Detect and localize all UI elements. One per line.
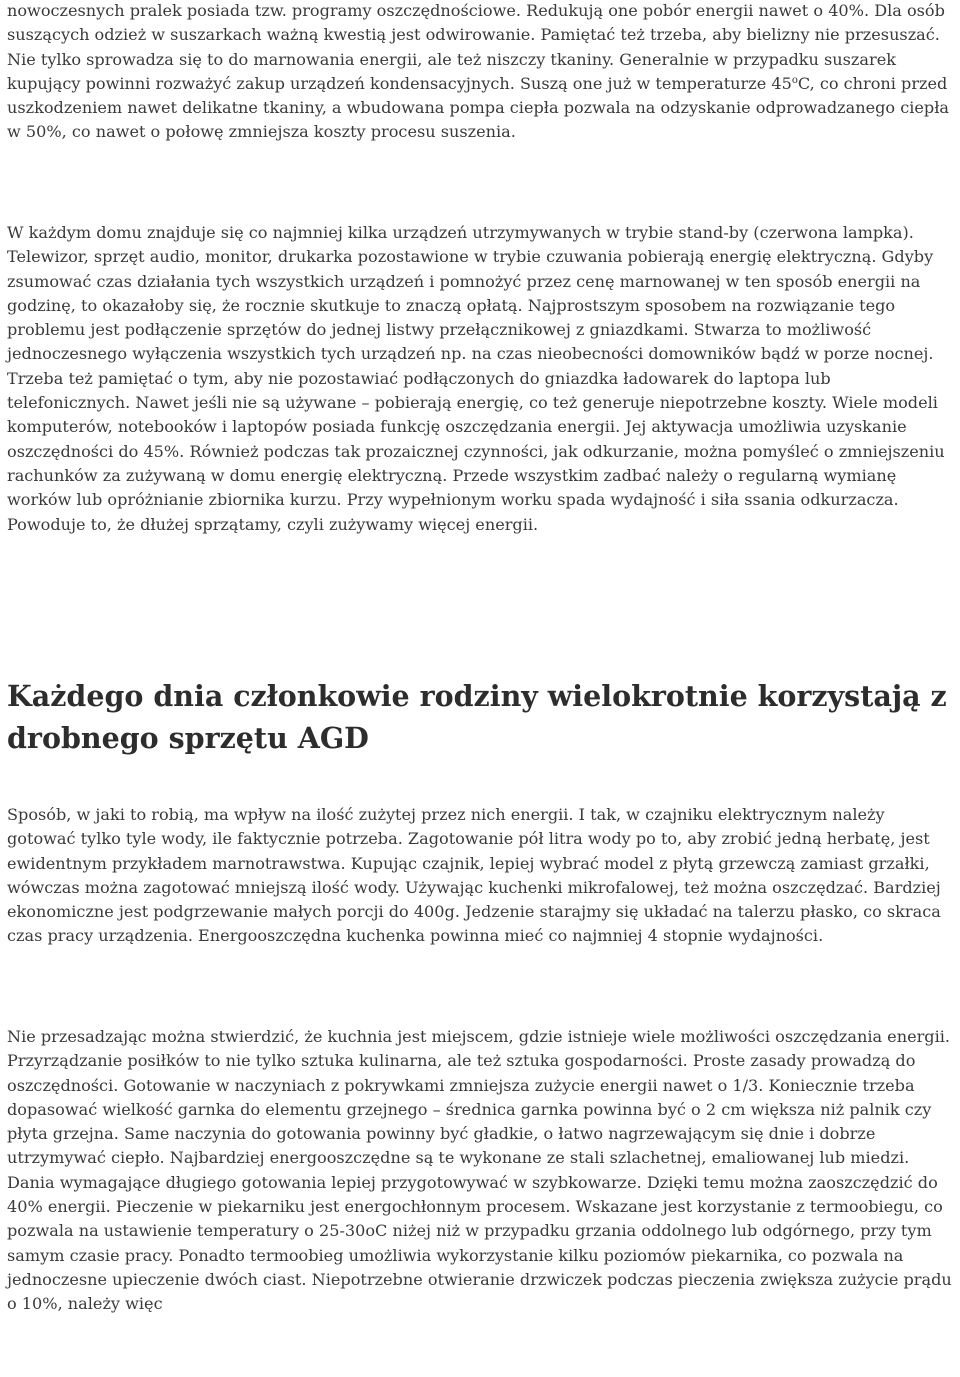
paragraph-dryers <box>7 0 957 145</box>
section-heading: Każdego dnia członkowie rodziny wielokrotnie korzystają z drobnego sprzętu AGD <box>7 679 947 755</box>
paragraph-dryers-text-b: C, co chroni przed uszkodzeniem nawet delikatne tkaniny, a wbudowana pompa ciepła pozwala na odzyskanie odprowadzanego ciepła w 50%, co nawet o połowę zmniejsza koszty procesu suszenia. <box>7 73 950 142</box>
paragraph-dryers-text-a: nowoczesnych pralek posiada tzw. programy oszczędnościowe. Redukują one pobór energii nawet o 40%. Dla osób suszących odzież w suszarkach ważną kwestią jest odwirowanie. Pamiętać też trzeba, aby bielizny nie przesuszać. Nie tylko sprowadza się to do marnowania energii, ale też niszczy tkaniny. Generalnie w przypadku suszarek kupujący powinni rozważyć zakup urządzeń kondensacyjnych. Suszą one już w temperaturze 45 <box>7 1 945 93</box>
paragraph-small-appliances: Sposób, w jaki to robią, ma wpływ na ilość zużytej przez nich energii. I tak, w czajniku elektrycznym należy gotować tylko tyle wody, ile faktycznie potrzeba. Zagotowanie pół litra wody po to, aby zrobić jedną herbatę, jest ewidentnym przykładem marnotrawstwa. Kupując czajnik, lepiej wybrać model z płytą grzewczą zamiast grzałki, wówczas można zagotować mniejszą ilość wody. Używając kuchenki mikrofalowej, też można oszczędzać. Bardziej ekonomiczne jest podgrzewanie małych porcji do 400g. Jedzenie starajmy się układać na talerzu płasko, co skraca czas pracy urządzenia. Energooszczędna kuchenka powinna mieć co najmniej 4 stopnie wydajności. <box>7 805 941 946</box>
degree-superscript: o <box>791 74 798 86</box>
paragraph-kitchen: Nie przesadzając można stwierdzić, że kuchnia jest miejscem, gdzie istnieje wiele możliwości oszczędzania energii. Przyrządzanie posiłków to nie tylko sztuka kulinarna, ale też sztuka gospodarności. Proste zasady prowadzą do oszczędności. Gotowanie w naczyniach z pokrywkami zmniejsza zużycie energii nawet o 1/3. Koniecznie trzeba dopasować wielkość garnka do elementu grzejnego – średnica garnka powinna być o 2 cm większa niż palnik czy płyta grzejna. Same naczynia do gotowania powinny być gładkie, o łatwo nagrzewającym się dnie i dobrze utrzymywać ciepło. Najbardziej energooszczędne są te wykonane ze stali szlachetnej, emaliowanej lub miedzi. Dania wymagające długiego gotowania lepiej przygotowywać w szybkowarze. Dzięki temu można zaoszczędzić do 40% energii. Pieczenie w piekarniku jest energochłonnym procesem. Wskazane jest korzystanie z termoobiegu, co pozwala na ustawienie temperatury o 25-30oC niżej niż w przypadku grzania oddolnego lub odgórnego, przy tym samym czasie pracy. Ponadto termoobieg umożliwia wykorzystanie kilku poziomów piekarnika, co pozwala na jednoczesne upieczenie dwóch ciast. Niepotrzebne otwieranie drzwiczek podczas pieczenia zwiększa zużycie prądu o 10%, należy więc <box>7 1027 952 1314</box>
paragraph-standby: W każdym domu znajduje się co najmniej kilka urządzeń utrzymywanych w trybie stand-by (czerwona lampka). Telewizor, sprzęt audio, monitor, drukarka pozostawione w trybie czuwania pobierają energię elektryczną. Gdyby zsumować czas działania tych wszystkich urządzeń i pomnożyć przez cenę marnowanej w ten sposób energii na godzinę, to okazałoby się, że rocznie skutkuje to znaczą opłatą. Najprostszym sposobem na rozwiązanie tego problemu jest podłączenie sprzętów do jednej listwy przełącznikowej z gniazdkami. Stwarza to możliwość jednoczesnego wyłączenia wszystkich tych urządzeń np. na czas nieobecności domowników bądź w porze nocnej. Trzeba też pamiętać o tym, aby nie pozostawiać podłączonych do gniazdka ładowarek do laptopa lub telefonicznych. Nawet jeśli nie są używane – pobierają energię, co też generuje niepotrzebne koszty. Wiele modeli komputerów, notebooków i laptopów posiada funkcję oszczędzania energii. Jej aktywacja umożliwia uzyskanie oszczędności do 45%. Również podczas tak prozaicznej czynności, jak odkurzanie, można pomyśleć o zmniejszeniu rachunków za zużywaną w domu energię elektryczną. Przede wszystkim zadbać należy o regularną wymianę worków lub opróżnianie zbiornika kurzu. Przy wypełnionym worku spada wydajność i siła ssania odkurzacza. Powoduje to, że dłużej sprzątamy, czyli zużywamy więcej energii. <box>7 223 945 534</box>
